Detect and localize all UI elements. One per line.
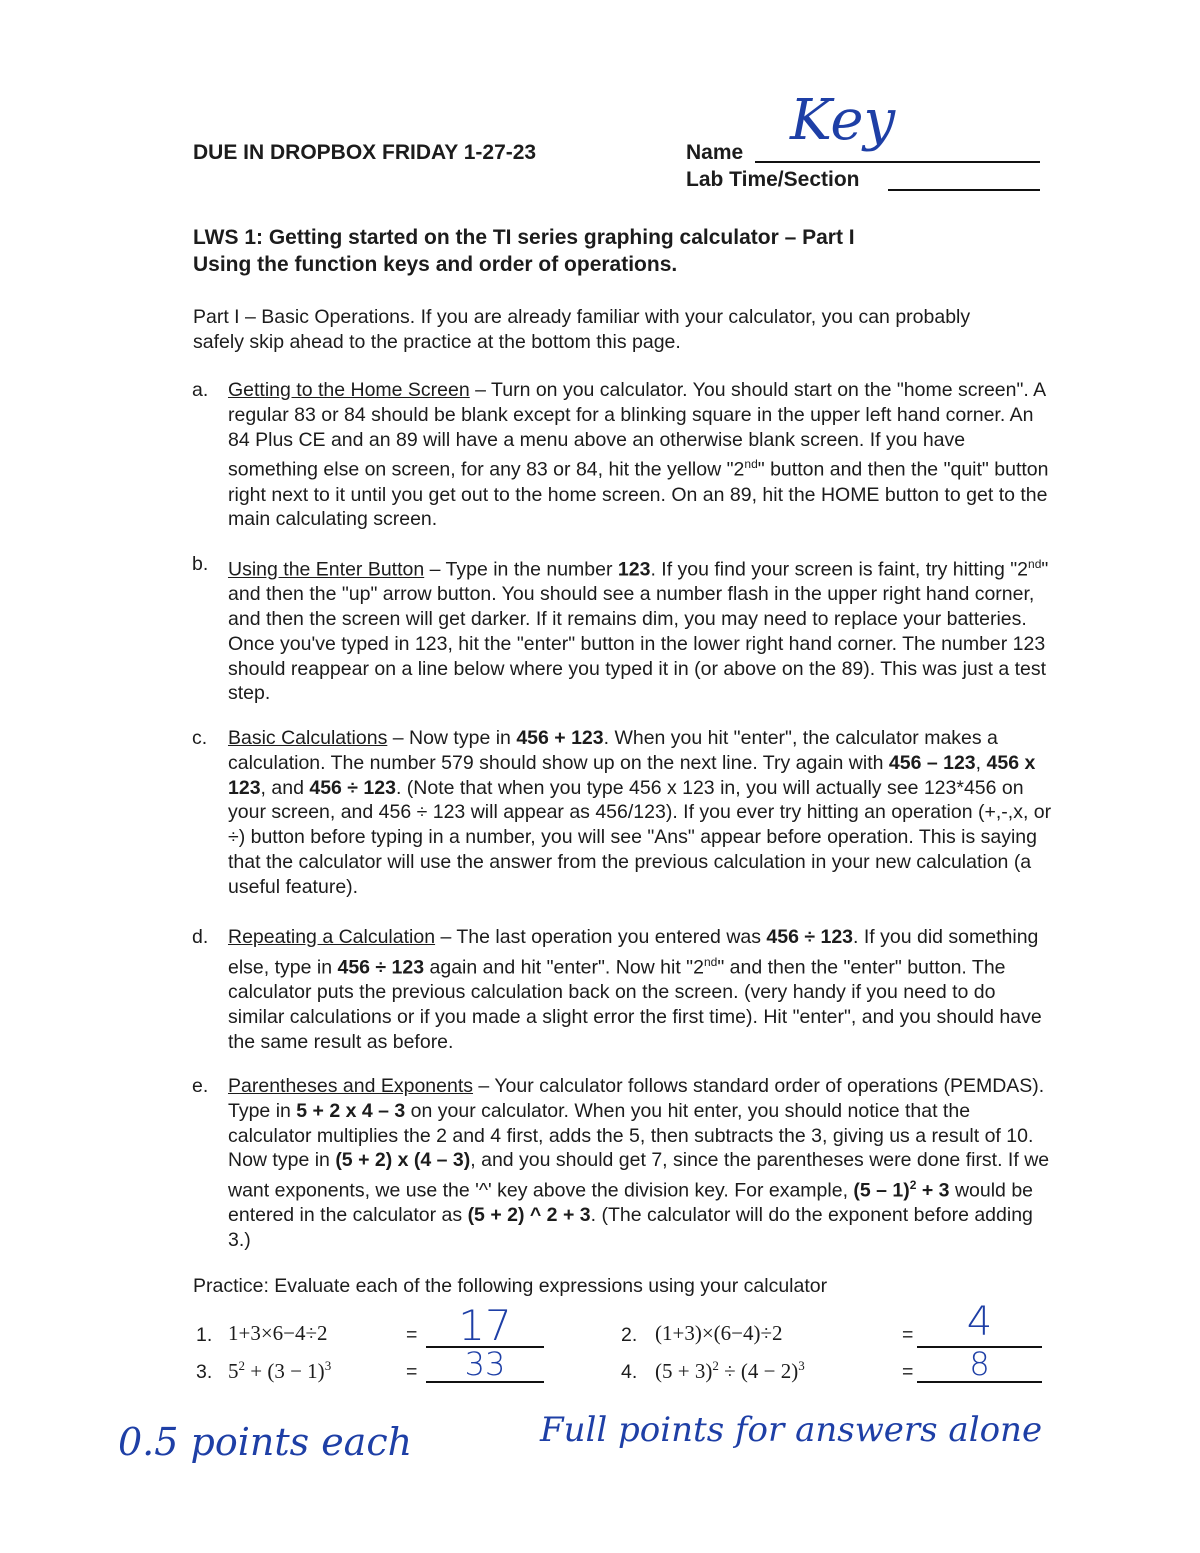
practice-prompt: Practice: Evaluate each of the following expressions using your calculator: [193, 1275, 828, 1297]
problem-expression: [655, 1358, 805, 1384]
expr-part: 5: [228, 1359, 239, 1383]
item-c: [192, 726, 1052, 900]
item-text: . If you did something else, type in: [228, 926, 1039, 979]
item-text: would be entered in the calculator as: [228, 1179, 1034, 1227]
superscript: nd: [1028, 557, 1042, 571]
problem-number: 1.: [196, 1324, 213, 1346]
equals-sign: =: [406, 1324, 418, 1346]
answer-field[interactable]: [917, 1347, 1042, 1383]
grading-note-right: Full points for answers alone: [540, 1410, 1043, 1450]
bold-text: 5 + 2 x 4 – 3: [296, 1099, 406, 1122]
answer-field[interactable]: [426, 1347, 544, 1383]
item-text: – Turn on you calculator. You should start on the "home screen". A regular 83 or 84 should be blank except for a blinking square in the upper left hand corner. An 84 Plus CE and an 89 will have a menu above an otherwise blank screen. If you have something else on screen, for any 83 or 84, hit the yellow "2: [228, 379, 1046, 481]
item-text: . If you find your screen is faint, try hitting "2: [650, 558, 1029, 581]
name-label: Name: [686, 141, 744, 164]
bold-text: (5 + 2) ^ 2 + 3: [467, 1204, 591, 1227]
superscript: 3: [324, 1358, 332, 1373]
item-text: , and you should get 7, since the parentheses were done first. If we want exponents, we use the '^' key above the division key. For example,: [228, 1149, 1050, 1202]
item-label: c.: [192, 727, 208, 749]
equals-sign: =: [902, 1361, 914, 1383]
problem-number: 3.: [196, 1361, 213, 1383]
bold-text: 456 ÷ 123: [309, 776, 396, 799]
superscript: 2: [909, 1178, 917, 1193]
lab-field[interactable]: [888, 189, 1040, 191]
item-label: e.: [192, 1075, 209, 1097]
bold-text: + 3: [916, 1179, 950, 1202]
problem-expression: (1+3)×(6−4)÷2: [655, 1321, 783, 1345]
lab-label: Lab Time/Section: [686, 168, 860, 191]
expr-part: ÷ (4 − 2): [718, 1359, 799, 1383]
problem-expression: 1+3×6−4÷2: [228, 1321, 328, 1345]
item-heading: Using the Enter Button: [228, 558, 425, 581]
item-a: [192, 378, 1052, 532]
item-text: ,: [975, 751, 987, 774]
bold-text: (5 + 2) x (4 – 3): [335, 1149, 471, 1172]
bold-text: 456 x 123: [228, 751, 1036, 799]
item-heading: Basic Calculations: [228, 727, 388, 749]
item-heading: Parentheses and Exponents: [228, 1075, 474, 1097]
item-text: , and: [260, 776, 310, 799]
superscript: 2: [712, 1358, 719, 1373]
answer-value: 4: [966, 1299, 993, 1345]
item-text: – Your calculator follows standard order of operations (PEMDAS). Type in: [228, 1075, 1045, 1122]
equals-sign: =: [902, 1324, 914, 1346]
answer-field[interactable]: [426, 1301, 544, 1350]
bold-text: (5 – 1): [853, 1179, 910, 1202]
grading-note-left: 0.5 points each: [118, 1420, 413, 1464]
expr-part: + (3 − 1): [245, 1359, 325, 1383]
item-text: . When you hit "enter", the calculator makes a calculation. The number 579 should show up on the next line. Try again with: [228, 727, 998, 774]
item-heading: Getting to the Home Screen: [228, 379, 470, 401]
problem-expression: [228, 1358, 331, 1384]
item-text: – The last operation you entered was: [435, 926, 767, 948]
item-text: . (The calculator will do the exponent before adding 3.): [228, 1204, 1033, 1252]
name-value: Key: [790, 88, 896, 153]
item-text: . (Note that when you type 456 x 123 in, you will actually see 123*456 on your screen, and 456 ÷ 123 will appear as 456/123). If you ever try hitting an operation (+,-,x, or ÷) button before typing in a number, you will see "Ans" appear before operation. This is saying that the calculator will use the answer from the previous calculation in your new calculation (a useful feature).: [228, 776, 1052, 898]
item-label: b.: [192, 553, 209, 575]
title-line-2: Using the function keys and order of operations.: [193, 253, 678, 276]
bold-text: 456 – 123: [888, 751, 976, 774]
item-text: – Type in the number: [424, 558, 618, 581]
item-text: " and then the "up" arrow button. You should see a number flash in the upper right hand corner, and then the screen will get darker. If it remains dim, you may need to replace your batteries. Once you've typed in 123, hit the "enter" button in the lower right hand corner. The number 123 should reappear on a line below where you typed it in (or above on the 89). This was just a test step.: [228, 558, 1049, 705]
superscript: 3: [798, 1358, 805, 1373]
item-b: [192, 552, 1052, 706]
item-heading: Repeating a Calculation: [228, 926, 436, 948]
answer-value: 33: [464, 1345, 506, 1383]
name-field[interactable]: [755, 161, 1040, 163]
bold-text: 456 + 123: [516, 727, 604, 749]
item-label: a.: [192, 379, 209, 401]
superscript: nd: [744, 457, 758, 472]
title-line-1: LWS 1: Getting started on the TI series graphing calculator – Part I: [193, 226, 855, 249]
item-d: [192, 925, 1052, 1054]
intro-paragraph: Part I – Basic Operations. If you are already familiar with your calculator, you can probably safely skip ahead to the practice at the bottom this page.: [193, 306, 971, 353]
item-text: " button and then the "quit" button right next to it until you get out to the home screen. On an 89, hit the HOME button to get to the main calculating screen.: [228, 458, 1049, 531]
bold-text: 456 ÷ 123: [766, 926, 854, 948]
bold-text: 123: [617, 558, 651, 581]
superscript: nd: [703, 954, 718, 969]
due-date: DUE IN DROPBOX FRIDAY 1-27-23: [193, 141, 537, 164]
item-text: on your calculator. When you hit enter, you should notice that the calculator multiplies the 2 and 4 first, adds the 5, then subtracts the 3, giving us a result of 10. Now type in: [228, 1099, 1034, 1172]
expr-part: (5 + 3): [655, 1359, 713, 1383]
answer-field[interactable]: [917, 1299, 1042, 1348]
problem-number: 4.: [621, 1361, 638, 1383]
answer-value: 17: [458, 1301, 512, 1350]
equals-sign: =: [406, 1361, 418, 1383]
superscript: 2: [238, 1358, 245, 1373]
bold-text: 456 ÷ 123: [337, 956, 425, 979]
item-label: d.: [192, 926, 209, 948]
item-text: " and then the "enter" button. The calculator puts the previous calculation back on the screen. (very handy if you need to do similar calculations or if you made a slight error the first time). Hit "enter", and you should have the same result as before.: [228, 956, 1042, 1053]
item-e: [192, 1074, 1052, 1253]
item-text: – Now type in: [387, 727, 517, 749]
answer-value: 8: [969, 1345, 990, 1383]
problem-number: 2.: [621, 1324, 638, 1346]
item-text: again and hit "enter". Now hit "2: [424, 956, 704, 979]
